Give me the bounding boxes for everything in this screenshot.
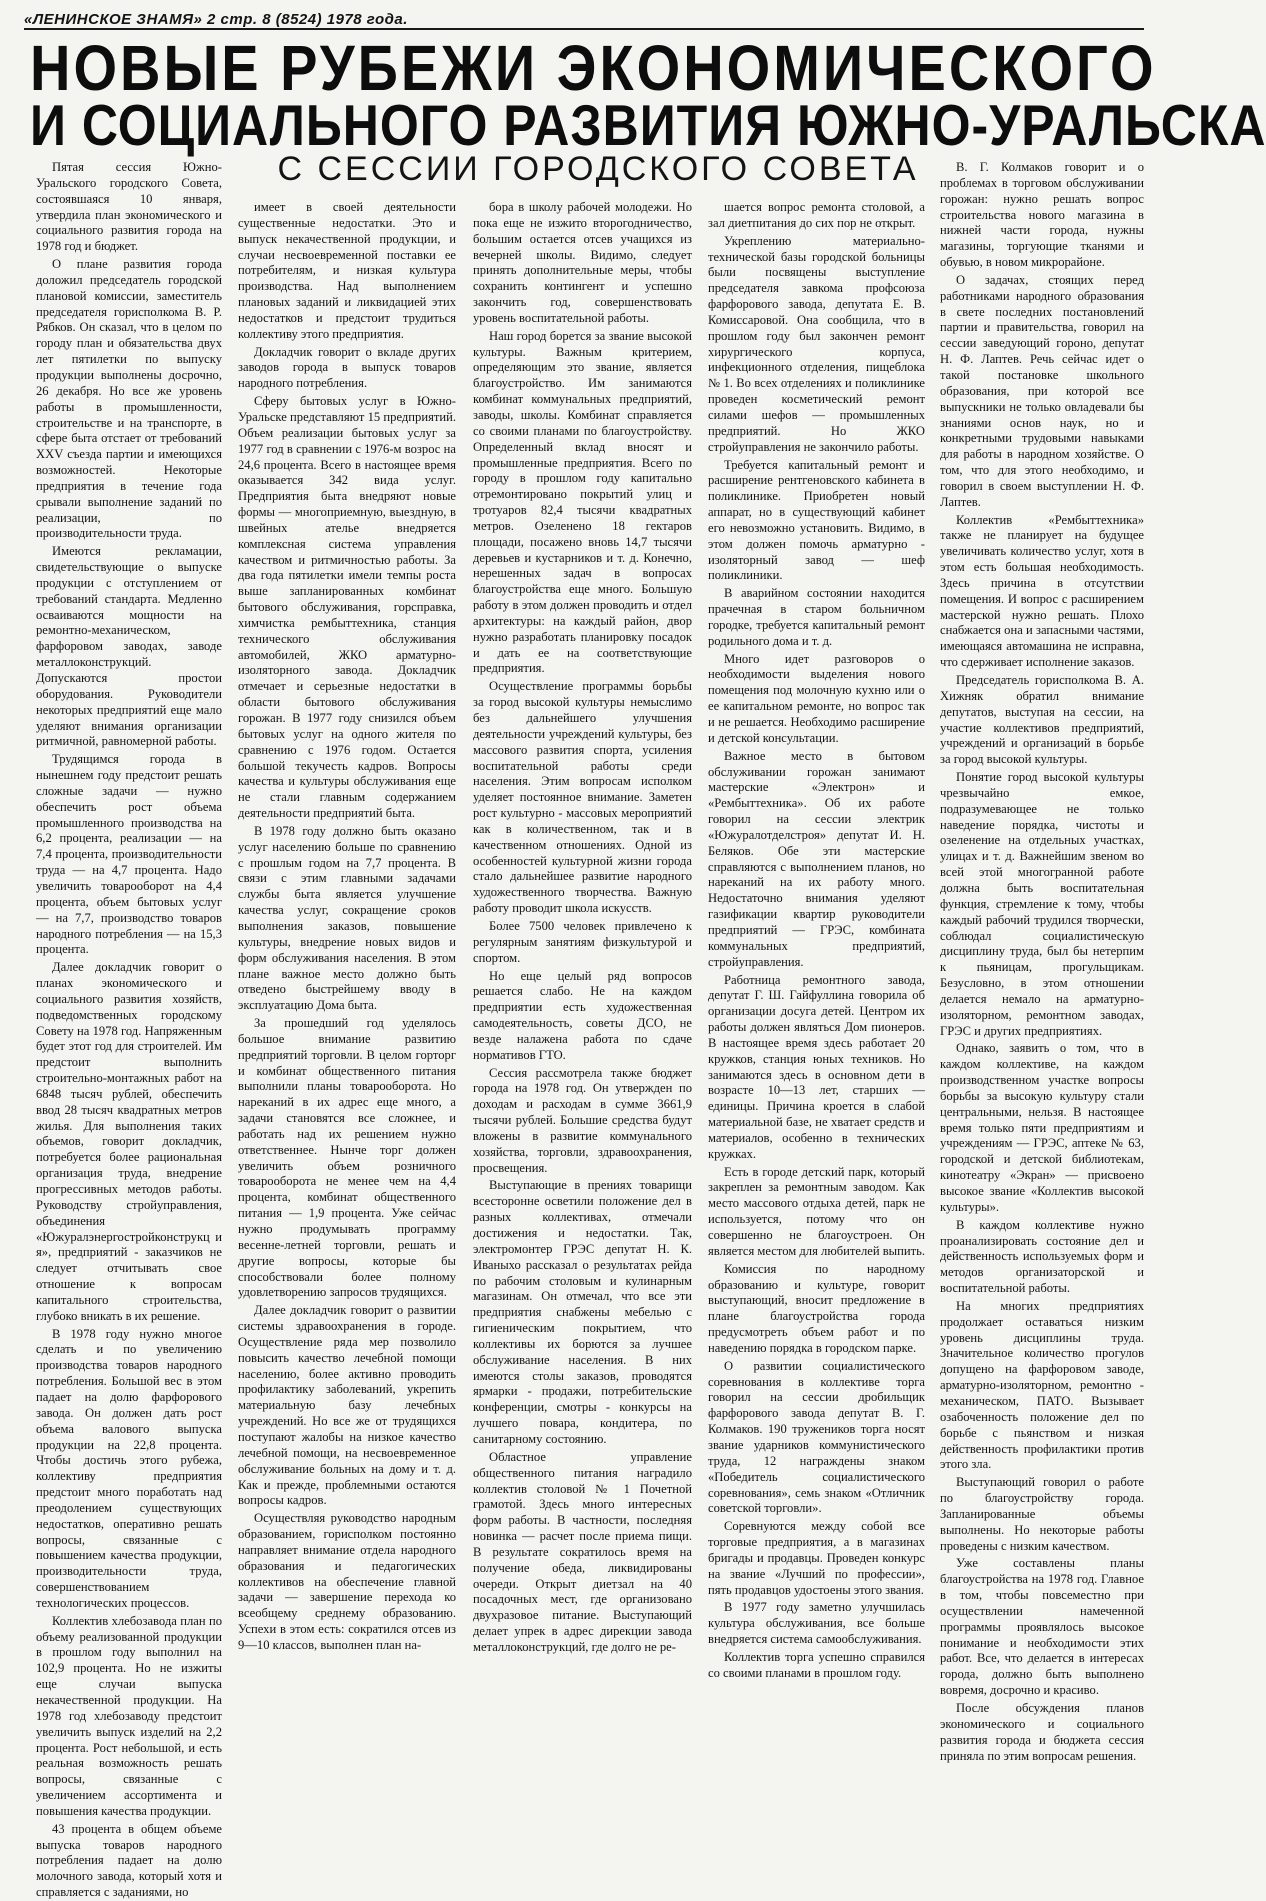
- article-paragraph: О задачах, стоящих перед работниками народного образования в свете последних постановлений партии и правительства, говорил на сессии заведующий гороно, депутат Н. Ф. Лаптев. Речь сейчас идет о такой постановке школьного образования, при которой все выпускники не только овладевали бы знаниями основ наук, но и конкретными трудовыми навыками для работы в народном хозяйстве. О том, что для этого необходимо, и говорил в своем выступлении Н. Ф. Лаптев.: [940, 272, 1144, 509]
- article-column-4: [708, 200, 926, 1680]
- article-paragraph: бора в школу рабочей молодежи. Но пока еще не изжито второгодничество, большим остается отсев учащихся из вечерней школы. Видимо, следует принять дополнительные меры, чтобы сохранить контингент и успешно закончить год, совершенствовать уровень воспитательной работы.: [473, 200, 692, 325]
- article-paragraph: О плане развития города доложил председатель городской плановой комиссии, заместитель председателя горисполкома В. Р. Рябков. Он сказал, что в целом по городу план и обязательства двух лет пятилетки по выпуску продукции выполнены досрочно, 26 декабря. Но все же уровень работы в промышленности, строительстве и на транспорте, в сфере быта отстает от требований XXV съезда партии и имеющихся возможностей. Некоторые предприятия в течение года срывали выполнение заданий по реализации, по производительности труда.: [36, 257, 222, 541]
- article-paragraph: Далее докладчик говорит о развитии системы здравоохранения в городе. Осуществление ряда мер позволило повысить качество лечебной помощи населению, более активно проводить профилактику заболеваний, укрепить материальную базу лечебных учреждений. Но все же от трудящихся поступают жалобы на низкое качество лечебной помощи, на несвоевременное обслуживание больных на дому и т. д. Как и прежде, проблемными остаются вопросы кадров.: [238, 1303, 456, 1508]
- article-paragraph: Уже составлены планы благоустройства на 1978 год. Главное в том, чтобы повсеместно при осуществлении намеченной программы проявлялось высокое понимание и необходимости этих работ. Все, что делается в интересах города, должно быть выполнено вовремя, досрочно и красиво.: [940, 1556, 1144, 1698]
- article-paragraph: В. Г. Колмаков говорит и о проблемах в торговом обслуживании горожан: нужно решать вопрос строительства нового магазина в нижней части города, нужны магазины, торгующие тканями и обувью, в новом микрорайоне.: [940, 160, 1144, 270]
- article-paragraph: Требуется капитальный ремонт и расширение рентгеновского кабинета в поликлинике. Приобретен новый аппарат, но в существующий кабинет его невозможно установить. Видимо, в этом должен помочь арматурно - изоляторный завод — шеф поликлиники.: [708, 457, 925, 583]
- article-paragraph: В аварийном состоянии находится прачечная в старом больничном городке, требуется капитальный ремонт родильного дома и т. д.: [708, 586, 925, 648]
- article-paragraph: Далее докладчик говорит о планах экономического и социального развития хозяйств, подведомственных городскому Совету на 1978 год. Напряженным будет этот год для строителей. Им предстоит выполнить строительно-монтажных работ на 6848 тысяч рублей, обеспечить ввод 28 тысяч квадратных метров жилья. Для выполнения таких объемов, говорит докладчик, потребуется более рациональная организация труда, внедрение прогрессивных методов работы. Руководству стройуправления, объединения «Южуралэнергостройконструкц и я», предприятий - заказчиков не следует отчитывать свое отношение к вопросам капитального строительства, глубоко вникать в их решение.: [36, 960, 222, 1323]
- article-paragraph: Выступающие в прениях товарищи всесторонне осветили положение дел в разных коллективах, отмечали достижения и недостатки. Так, электромонтер ГРЭС депутат Н. К. Иваныхо рассказал о результатах рейда по рабочим столовым и кулинарным магазинам. Он отмечал, что все эти предприятия снабжены мебелью с гигиеническим покрытием, что коллективы их борются за лучшее обслуживание населения. В них имеются столы заказов, проводятся ярмарки - продажи, потребительские конференции, смотры - конкурсы на лучшего повара, кондитера, по санитарному состоянию.: [473, 1178, 692, 1446]
- headline-line-2: И СОЦИАЛЬНОГО РАЗВИТИЯ ЮЖНО-УРАЛЬСКА: [30, 93, 1266, 158]
- article-column-1: [36, 160, 222, 1900]
- article-paragraph: За прошедший год уделялось большое внимание развитию предприятий торговли. В целом горторг и комбинат общественного питания выполнили планы товарооборота. Но нареканий в их адрес еще много, а задачи становятся все сложнее, и работать над их решением нужно ответственнее. Нынче торг должен увеличить объем розничного товарооборота не менее чем на 4,4 процента, комбинат общественного питания — 1,9 процента. Уже сейчас нужно продумывать программу весенне-летней торговли, решать и другие вопросы, которые бы способствовали более полному удовлетворению запросов трудящихся.: [238, 1016, 456, 1300]
- article-paragraph: Укреплению материально-технической базы городской больницы были посвящены выступление председателя завкома профсоюза фарфорового завода, депутата Е. В. Комиссаровой. Она сообщила, что в прошлом году был закончен ремонт хирургического корпуса, инфекционного отделения, пищеблока № 1. Во всех отделениях и поликлинике проведен косметический ремонт силами шефов — промышленных предприятий. Но ЖКО стройуправления не закончило работы.: [708, 233, 925, 454]
- article-paragraph: Трудящимся города в нынешнем году предстоит решать сложные задачи — нужно обеспечить рост объема промышленного производства на 6,2 процента, реализации — на 7,4 процента, производительности труда — на 4,7 процента. Надо увеличить товарооборот на 4,4 процента, объем бытовых услуг — на 7,7, производство товаров народного потребления — на 15,3 процента.: [36, 752, 222, 957]
- article-paragraph: Более 7500 человек привлечено к регулярным занятиям физкультурой и спортом.: [473, 918, 692, 965]
- article-paragraph: Выступающий говорил о работе по благоустройству города. Запланированные объемы выполнены. Но некоторые работы проведены с низким качеством.: [940, 1475, 1144, 1553]
- article-paragraph: Много идет разговоров о необходимости выделения нового помещения под молочную кухню или о ее капитальном ремонте, но вопрос так и не решается. Необходимо расширение и детской консультации.: [708, 651, 925, 745]
- article-paragraph: Но еще целый ряд вопросов решается слабо. Не на каждом предприятии есть художественная самодеятельность, советы ДСО, не везде налажена работа по сдаче нормативов ГТО.: [473, 968, 692, 1062]
- article-paragraph: Осуществляя руководство народным образованием, горисполком постоянно направляет внимание отдела народного образования и педагогических коллективов на обеспечение главной задачи — завершение перехода ко всеобщему среднему образованию. Успехи в этом есть: сократился отсев из 9—10 классов, выполнен план на-: [238, 1511, 456, 1652]
- article-paragraph: Понятие город высокой культуры чрезвычайно емкое, подразумевающее не только наведение порядка, чистоты и озеленение на отдельных участках, улицах и т. д. Важнейшим звеном во всей этой многогранной работе должна быть воспитательная функция, стремление к тому, чтобы каждый рабочий трудился творчески, соблюдал социалистическую дисциплину труда, был бы нетерпим к пьяницам, прогульщикам. Безусловно, в этом отношении делается немало на арматурно-изоляторном, ремонтном заводах, ГРЭС и других предприятиях.: [940, 770, 1144, 1038]
- article-paragraph: Наш город борется за звание высокой культуры. Важным критерием, определяющим это звание, является благоустройство. Им занимаются комбинат коммунальных предприятий, заводы, школы. Комбинат справляется со своими планами по благоустройству. Определенный вклад вносят и промышленные предприятия. Всего по городу в прошлом году капитально отремонтировано покрытий улиц и тротуаров 82,4 тысячи квадратных метров. Озеленено 18 гектаров площади, посажено вновь 14,7 тысячи деревьев и кустарников и т. д. Конечно, нерешенных задач в вопросах благоустройства еще много. Большую работу в этом должен проводить и отдел архитектуры: на каждый район, двор нужно разработать планировку посадок и дать ее на соответствующие предприятия.: [473, 328, 692, 676]
- article-paragraph: В 1977 году заметно улучшилась культура обслуживания, все больше внедряется система самообслуживания.: [708, 1600, 925, 1647]
- article-paragraph: Осуществление программы борьбы за город высокой культуры немыслимо без дальнейшего улучшения деятельности учреждений культуры, без массового развития спорта, усиления воспитательной работы среди населения. Этим вопросам исполком уделяет постоянное внимание. Заметен рост культурно - массовых мероприятий как в количественном, так и в качественном отношениях. Одной из особенностей культурной жизни города стало дальнейшее развитие народного художественного творчества. Важную работу проводит школа искусств.: [473, 679, 692, 916]
- article-paragraph: В каждом коллективе нужно проанализировать состояние дел и действенность используемых форм и методов организаторской и воспитательной работы.: [940, 1217, 1144, 1296]
- article-paragraph: Имеются рекламации, свидетельствующие о выпуске продукции с отступлением от требований стандарта. Медленно осваиваются мощности на ремонтно-механическом, фарфоровом заводах, заводе металлоконструкций. Допускаются простои оборудования. Руководители некоторых предприятий еще мало уделяют внимания организации ритмичной, равномерной работы.: [36, 544, 222, 749]
- article-paragraph: Областное управление общественного питания наградило коллектив столовой № 1 Почетной грамотой. Здесь много интересных форм работы. В частности, последняя новинка — расчет после приема пищи. В результате сократилось время на получение обеда, ликвидированы очереди. Открыт диетзал на 40 посадочных мест, где организовано двухразовое питание. Выступающий делает упрек в адрес дирекции завода металлоконструкций, где долго не ре-: [473, 1449, 692, 1654]
- article-paragraph: На многих предприятиях продолжает оставаться низким уровень дисциплины труда. Значительное количество прогулов допущено на фарфоровом заводе, арматурно-изоляторном, ремонтно - механическом, ПАТО. Вызывает озабоченность положение дел по борьбе с пьянством и низкая действенность профилактики против этого зла.: [940, 1298, 1144, 1472]
- article-column-5: [940, 160, 1144, 1763]
- article-paragraph: Есть в городе детский парк, который закреплен за ремонтным заводом. Как место массового отдыха детей, парк не используется, потому что он совершенно не благоустроен. Он является местом для любителей выпить.: [708, 1164, 926, 1258]
- article-paragraph: Пятая сессия Южно-Уральского городского Совета, состоявшаяся 10 января, утвердила план экономического и социального развития города на 1978 год и бюджет.: [36, 160, 222, 254]
- headline-line-1: НОВЫЕ РУБЕЖИ ЭКОНОМИЧЕСКОГО: [30, 31, 1157, 104]
- article-paragraph: шается вопрос ремонта столовой, а зал диетпитания до сих пор не открыт.: [708, 200, 925, 230]
- article-paragraph: Важное место в бытовом обслуживании горожан занимают мастерские «Электрон» и «Рембыттехника». Об их работе говорил на сессии электрик «Южуралотделстроя» депутат И. Н. Беляков. Обе эти мастерские справляются с выполнением планов, но нареканий на их работу много. Недостаточно внимания уделяют газификации квартир руководители предприятий — ГРЭС, комбината коммунальных предприятий, стройуправления.: [708, 748, 925, 969]
- article-paragraph: Комиссия по народному образованию и культуре, говорит выступающий, вносит предложение в плане благоустройства города предусмотреть объем работ и по наведению порядка в городском парке.: [708, 1261, 925, 1355]
- article-paragraph: Председатель горисполкома В. А. Хижняк обратил внимание депутатов, выступая на сессии, на участие коллективов предприятий, учреждений и организаций в борьбе за город высокой культуры.: [940, 673, 1144, 767]
- article-paragraph: имеет в своей деятельности существенные недостатки. Это и выпуск некачественной продукции, и случаи несвоевременной поставки ее потребителям, и низкая культура производства. Над выполнением плановых заданий и ликвидацией этих недостатков и предстоит трудиться коллективу этого предприятия.: [238, 200, 456, 341]
- article-paragraph: О развитии социалистического соревнования в коллективе торга говорил на сессии дробильщик фарфорового завода депутат В. Г. Колмаков. 190 тружеников торга носят звание ударников коммунистического труда, 12 награждены знаком «Победитель социалистического соревнования», семь знаком «Отличник советской торговли».: [708, 1358, 925, 1516]
- article-paragraph: Соревнуются между собой все торговые предприятия, а в магазинах бригады и продавцы. Проведен конкурс на звание «Лучший по профессии», пять продавцов удостоены этого звания.: [708, 1519, 925, 1597]
- article-paragraph: Коллектив торга успешно справился со своими планами в прошлом году.: [708, 1649, 925, 1680]
- masthead: [24, 6, 1144, 30]
- article-column-2: [238, 200, 456, 1656]
- article-paragraph: Коллектив «Рембыттехника» также не планирует на будущее увеличивать количество услуг, хотя в этом есть большая необходимость. Здесь причина в отсутствии помещения. И вопрос с расширением мастерской нужно решать. Плохо снабжается она и запасными частями, имеющаяся автомашина не исправна, что сдерживает исполнение заказов.: [940, 512, 1144, 670]
- article-paragraph: После обсуждения планов экономического и социального развития города и бюджета сессия приняла по этим вопросам решения.: [940, 1701, 1144, 1763]
- article-paragraph: Коллектив хлебозавода план по объему реализованной продукции в прошлом году выполнил на 102,9 процента. Но не изжиты еще случаи выпуска некачественной продукции. На 1978 год хлебозаводу предстоит увеличить выпуск изделий на 2,2 процента. Рост небольшой, и есть реальная возможность решать вопросы, связанные с увеличением ассортимента и повышения качества продукции.: [36, 1613, 222, 1818]
- article-paragraph: Сессия рассмотрела также бюджет города на 1978 год. Он утвержден по доходам и расходам в сумме 3661,9 тысячи рублей. Большие средства будут вложены в развитие коммунального хозяйства, торговли, здравоохранения, просвещения.: [473, 1065, 692, 1175]
- article-paragraph: В 1978 году нужно многое сделать и по увеличению производства товаров народного потребления. Большой вес в этом падает на долю фарфорового завода. Он должен дать рост объема валового выпуска продукции на 22,8 процента. Чтобы достичь этого рубежа, коллективу предприятия предстоит много поработать над преодолением существующих недостатков, оперативно решать вопросы, связанные с повышением качества продукции, производительности труда, совершенствованием технологических процессов.: [36, 1326, 222, 1610]
- article-paragraph: Сферу бытовых услуг в Южно-Уральске представляют 15 предприятий. Объем реализации бытовых услуг за 1977 год в сравнении с 1976-м возрос на 24,6 процента. Всего в настоящее время оказывается 342 вида услуг. Предприятия быта внедряют новые формы — многоприемную, выездную, в швейных ателье внедряется комплексная система управления качеством и ритмичностью работы. За два года пятилетки имели темпы роста выше запланированных комбинат бытового обслуживания, горсправка, химчистка рембыттехника, станция технического обслуживания автомобилей, ЖКО арматурно-изоляторного завода. Докладчик отмечает и серьезные недостатки в области бытового обслуживания горожан. В 1977 году снизился объем бытовых услуг на одного жителя по сравнению с 1976 годом. Остается большой текучесть кадров. Вопросы качества и культуры обслуживания еще не стали главным содержанием деятельности предприятий быта.: [238, 394, 456, 821]
- article-paragraph: Работница ремонтного завода, депутат Г. Ш. Гайфуллина говорила об организации досуга детей. Центром их работы должен являться Дом пионеров. В настоящее время здесь работает 20 кружков, станция юных техников. Но занимаются здесь в основном дети в возрасте 10—13 лет, старших — единицы. Причина кроется в слабой материальной базе, не хватает средств и материалов, особенно в технических кружках.: [708, 972, 925, 1161]
- article-paragraph: Однако, заявить о том, что в каждом коллективе, на каждом производственном участке вопросы борьбы за высокую культуру стали центральными, нельзя. В настоящее время только пяти предприятиям и учреждениям — ГРЭС, аптеке № 63, городской и детской библиотекам, кинотеатру «Экран» — присвоено высокое звание «Коллектив высокой культуры».: [940, 1041, 1144, 1214]
- article-column-3: [473, 200, 692, 1656]
- subheadline: С СЕССИИ ГОРОДСКОГО СОВЕТА: [277, 150, 919, 188]
- article-paragraph: 43 процента в общем объеме выпуска товаров народного потребления падает на долю молочного завода, который хотя и справляется с заданиями, но: [36, 1821, 222, 1900]
- article-paragraph: В 1978 году должно быть оказано услуг населению больше по сравнению с прошлым годом на 7,7 процента. В связи с этим главными задачами службы быта является улучшение качества услуг, сокращение сроков выполнения заказов, повышение культуры, внедрение новых видов и форм обслуживания населения. В этом плане важное место должно быть отведено быстрейшему вводу в эксплуатацию Дома быта.: [238, 823, 456, 1013]
- masthead-text: «ЛЕНИНСКОЕ ЗНАМЯ» 2 стр. 8 (8524) 1978 года.: [24, 11, 408, 28]
- article-paragraph: Докладчик говорит о вкладе других заводов города в выпуск товаров народного потребления.: [238, 344, 456, 391]
